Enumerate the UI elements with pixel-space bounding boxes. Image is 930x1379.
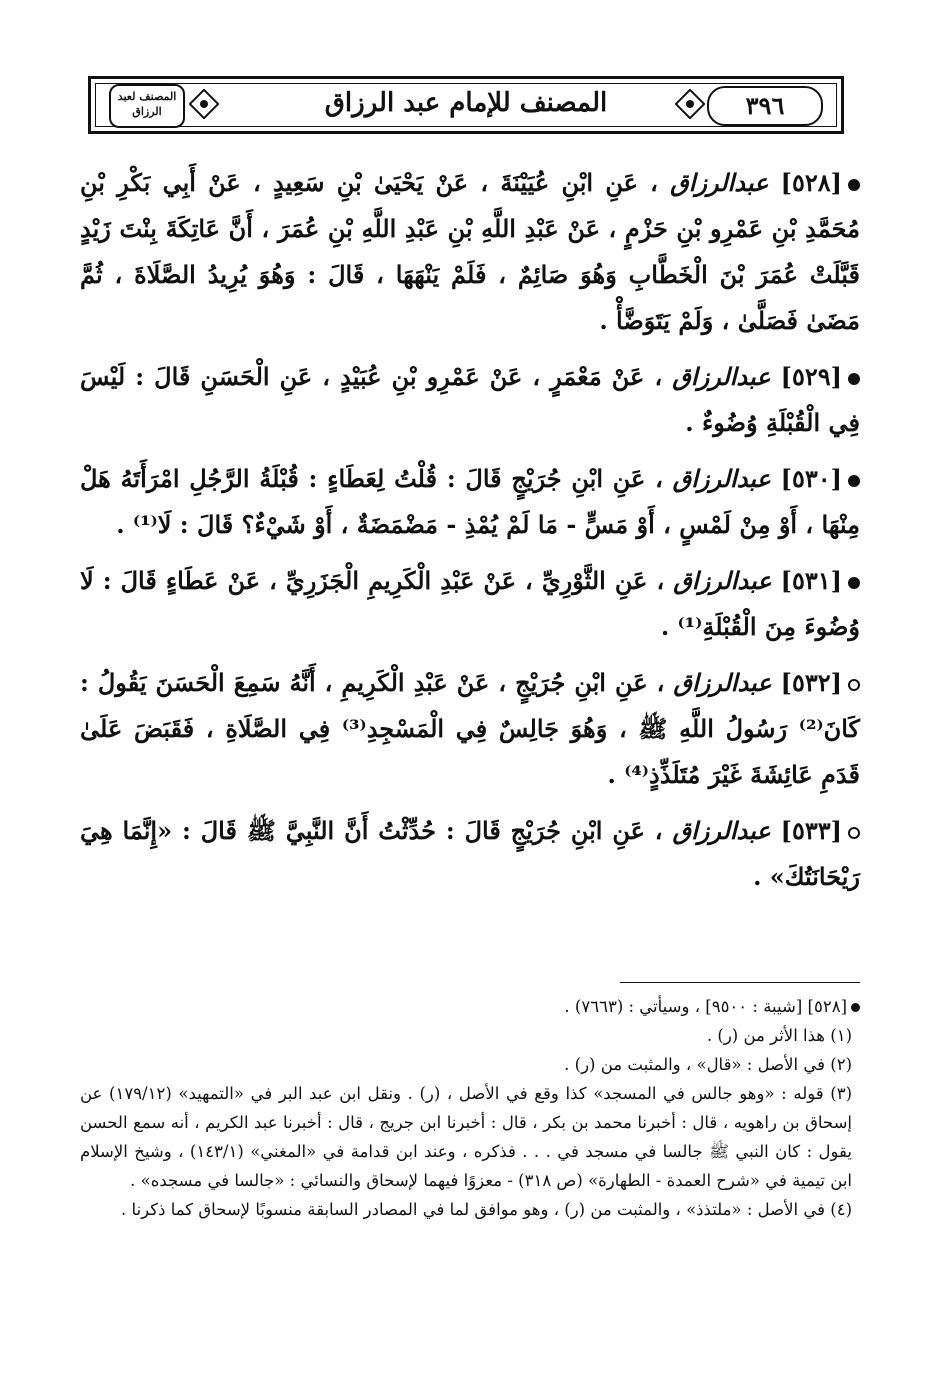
filled-bullet-icon	[851, 1003, 860, 1012]
entry-number: [٥٣٣]	[780, 816, 842, 845]
hollow-bullet-icon	[848, 827, 860, 839]
filled-bullet-icon	[848, 373, 860, 385]
footnote-text: (٣) قوله : «وهو جالس في المسجد» كذا وقع في الأصل ، (ر) . ونقل ابن عبد البر في «التمهيد» (١٧٩/١٢) عن إسحاق بن راهويه ، قال : أخبرنا محمد بن بكر ، قال : أخبرنا ابن جريج ، قال : أخبرنا عبد الكريم ، أنه سمع الحسن يقول : كان النبي ﷺ جالسا في مسجد في . . . فذكره ، وعند ابن قدامة في «المغني» (١٤٣/١) ، وشيخ الإسلام ابن تيمية في «شرح العمدة - الطهارة» (ص ٣١٨) - معزوًا فيهما لإسحاق والنسائي : «جالسا في مسجده» .	[80, 1084, 852, 1190]
series-logo-text: المصنف لعبد الرزاق	[117, 90, 177, 118]
entry-number: [٥٣١]	[780, 566, 842, 595]
page-number: ٣٩٦	[745, 91, 785, 120]
entry-text: ، عَنِ ابْنِ عُيَيْنَةَ ، عَنْ يَحْيَىٰ بْنِ سَعِيدٍ ، عَنْ أَبِي بَكْرِ بْنِ مُحَمَّدِ بْنِ عَمْرِو بْنِ حَزْمٍ ، عَنْ عَبْدِ اللَّهِ بْنِ عَبْدِ اللَّهِ بْنِ عُمَرَ ، أَنَّ عَاتِكَةَ بِنْتَ زَيْدٍ قَبَّلَتْ عُمَرَ بْنَ الْخَطَّابِ وَهُوَ صَائِمٌ ، فَلَمْ يَنْهَهَا ، قَالَ : وَهُوَ يُرِيدُ الصَّلَاةَ ، ثُمَّ مَضَىٰ فَصَلَّىٰ ، وَلَمْ يَتَوَضَّأْ .	[80, 168, 860, 335]
filled-bullet-icon	[848, 179, 860, 191]
entry-number: [٥٢٩]	[780, 362, 843, 391]
footnote-text: (٤) في الأصل : «ملتذذ» ، والمثبت من (ر) ، وهو موافق لما في المصادر السابقة منسوبًا لإسحاق كما ذكرنا .	[121, 1200, 852, 1219]
hadith-entry	[80, 354, 860, 446]
footnote	[80, 1195, 860, 1224]
entry-author: عبدالرزاق	[673, 566, 772, 595]
entry-number: [٥٣٠]	[780, 464, 842, 493]
entry-number: [٥٣٢]	[780, 668, 843, 697]
main-text	[80, 160, 860, 910]
entry-text: ، عَنِ ابْنِ جُرَيْجٍ قَالَ : قُلْتُ لِعَطَاءٍ : قُبْلَةُ الرَّجُلِ امْرَأَتَهُ هَلْ مِنْهَا ، أَوْ مِنْ لَمْسٍ ، أَوْ مَسٍّ - مَا لَمْ يُمْذِ - مَضْمَضَةٌ ، أَوْ شَيْءٌ؟ قَالَ : لَا⁽¹⁾ .	[80, 464, 860, 539]
footnote-divider	[620, 982, 860, 983]
footnote-text: (١) هذا الأثر من (ر) .	[706, 1026, 852, 1045]
hollow-bullet-icon	[848, 679, 860, 691]
page-number-badge	[707, 86, 823, 126]
entry-text: ، عَنِ الثَّوْرِيِّ ، عَنْ عَبْدِ الْكَرِيمِ الْجَزَرِيِّ ، عَنْ عَطَاءٍ قَالَ : لَا وُضُوءَ مِنَ الْقُبْلَةِ⁽¹⁾ .	[80, 566, 860, 641]
entry-text: ، عَنْ مَعْمَرٍ ، عَنْ عَمْرِو بْنِ عُبَيْدٍ ، عَنِ الْحَسَنِ قَالَ : لَيْسَ فِي الْقُبْلَةِ وُضُوءٌ .	[80, 362, 860, 437]
entry-author: عبدالرزاق	[672, 464, 771, 493]
ornament-icon	[189, 89, 219, 119]
footnotes	[80, 992, 860, 1224]
running-title: المصنف للإمام عبد الرزاق	[324, 88, 608, 118]
entry-author: عبدالرزاق	[672, 816, 771, 845]
hadith-entry	[80, 808, 860, 900]
footnote	[80, 1079, 860, 1195]
footnote	[80, 1050, 860, 1079]
footnote-text: [٥٢٨] [شيبة : ٩٥٠٠] ، وسيأتي : (٧٦٦٣) .	[564, 997, 847, 1016]
footnote	[80, 1021, 860, 1050]
series-logo	[109, 84, 185, 128]
hadith-entry	[80, 660, 860, 798]
ornament-icon	[675, 89, 705, 119]
entry-text: ، عَنِ ابْنِ جُرَيْجٍ قَالَ : حُدِّثْتُ أَنَّ النَّبِيَّ ﷺ قَالَ : «إِنَّمَا هِيَ رَيْحَانَتُكَ» .	[80, 816, 860, 891]
hadith-entry	[80, 558, 860, 650]
entry-text: ، عَنِ ابْنِ جُرَيْجٍ ، عَنْ عَبْدِ الْكَرِيمِ ، أَنَّهُ سَمِعَ الْحَسَنَ يَقُولُ : كَانَ⁽²⁾ رَسُولُ اللَّهِ ﷺ ، وَهُوَ جَالِسٌ فِي الْمَسْجِدِ⁽³⁾ فِي الصَّلَاةِ ، فَقَبَضَ عَلَىٰ قَدَمِ عَائِشَةَ غَيْرَ مُتَلَذِّذٍ⁽⁴⁾ .	[80, 668, 860, 789]
entry-number: [٥٢٨]	[780, 168, 843, 197]
entry-author: عبدالرزاق	[673, 668, 772, 697]
hadith-entry	[80, 456, 860, 548]
entry-author: عبدالرزاق	[670, 168, 769, 197]
hadith-entry	[80, 160, 860, 344]
footnote	[80, 992, 860, 1021]
footnote-text: (٢) في الأصل : «قال» ، والمثبت من (ر) .	[564, 1055, 852, 1074]
filled-bullet-icon	[848, 577, 860, 589]
page-header	[88, 76, 844, 134]
entry-author: عبدالرزاق	[672, 362, 771, 391]
filled-bullet-icon	[848, 475, 860, 487]
